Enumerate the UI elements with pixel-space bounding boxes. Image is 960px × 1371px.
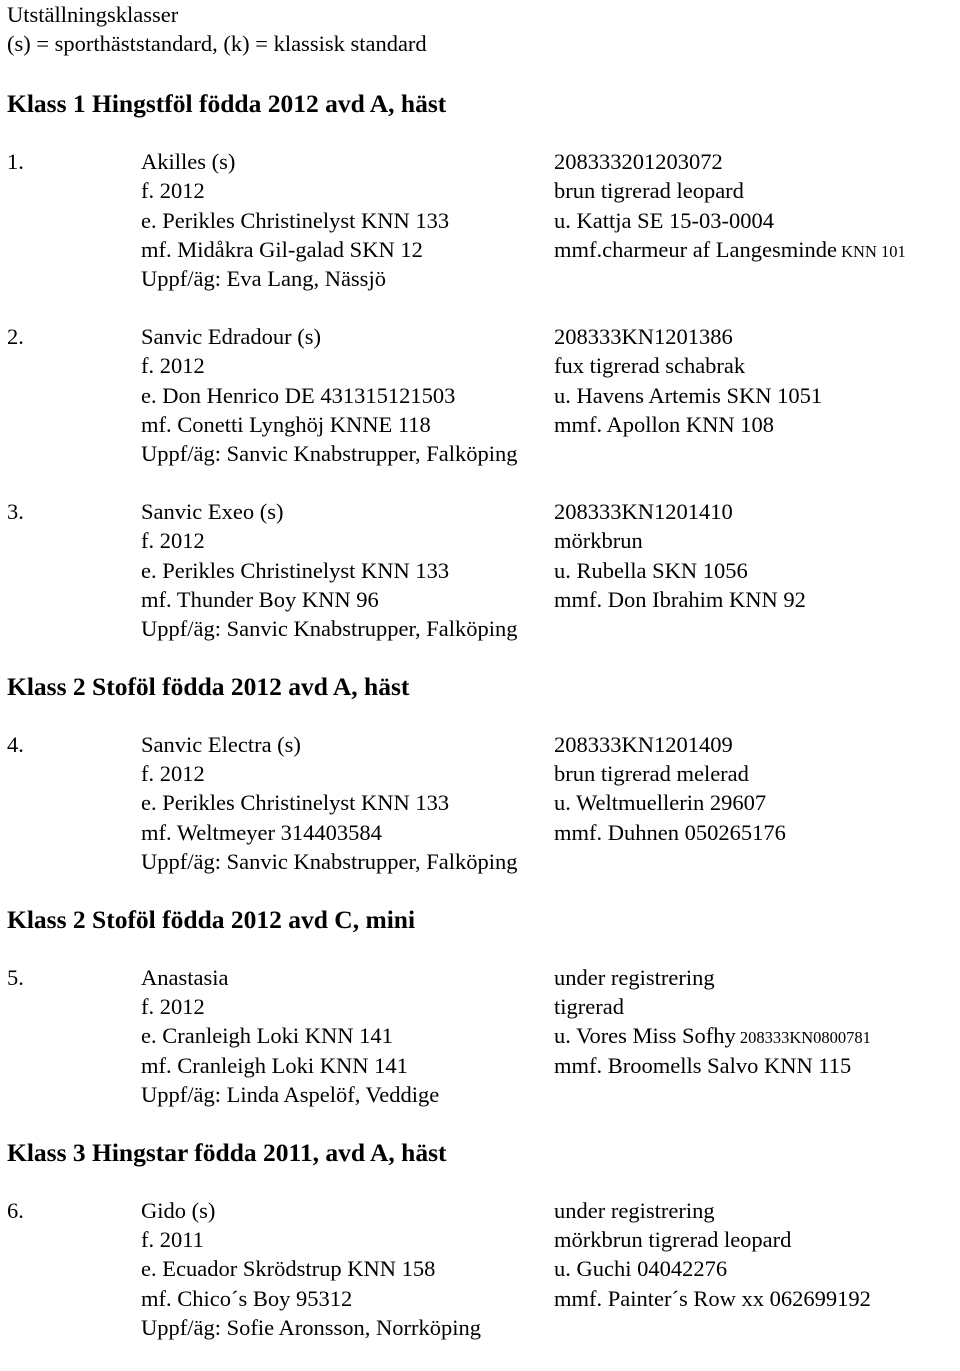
sire: e. Cranleigh Loki KNN 141 <box>141 1023 393 1049</box>
sire: e. Perikles Christinelyst KNN 133 <box>141 557 450 583</box>
registration-number: 208333KN1201410 <box>554 498 733 524</box>
dam-sire: mf. Thunder Boy KNN 96 <box>141 586 379 612</box>
entry-row <box>7 1254 957 1283</box>
sire: e. Ecuador Skrödstrup KNN 158 <box>141 1256 436 1282</box>
class-heading: Klass 3 Hingstar födda 2011, avd A, häst <box>7 1137 447 1167</box>
horse-entry <box>7 497 957 644</box>
sire: e. Perikles Christinelyst KNN 133 <box>141 207 450 233</box>
entry-row <box>7 963 957 992</box>
entry-row <box>7 381 957 410</box>
entry-number: 6. <box>7 1197 24 1223</box>
document-title: Utställningsklasser <box>7 2 179 27</box>
dam-sire: mf. Conetti Lynghöj KNNE 118 <box>141 411 431 437</box>
entry-row <box>7 556 957 585</box>
entry-number: 1. <box>7 148 24 174</box>
entry-row <box>7 439 957 468</box>
birth-year: f. 2012 <box>141 528 205 554</box>
entry-row <box>7 730 957 759</box>
entry-number: 3. <box>7 498 24 524</box>
horse-entry <box>7 147 957 294</box>
entry-row <box>7 1225 957 1254</box>
dam-dam-sire: mmf.charmeur af Langesminde <box>554 236 838 262</box>
registration-number: 208333KN1201386 <box>554 323 733 349</box>
horse-entry <box>7 730 957 877</box>
coat-color: tigrerad <box>554 994 624 1020</box>
breeder-owner: Uppf/äg: Sanvic Knabstrupper, Falköping <box>141 616 518 642</box>
entry-row <box>7 1284 957 1313</box>
entry-row <box>7 847 957 876</box>
document <box>7 0 957 1371</box>
entry-row <box>7 147 957 176</box>
breeder-owner: Uppf/äg: Sanvic Knabstrupper, Falköping <box>141 441 518 467</box>
entry-row <box>7 264 957 293</box>
dam-sire: mf. Midåkra Gil-galad SKN 12 <box>141 236 423 262</box>
coat-color: mörkbrun <box>554 528 643 554</box>
entry-row <box>7 1051 957 1080</box>
sire: e. Perikles Christinelyst KNN 133 <box>141 790 450 816</box>
entry-row <box>7 176 957 205</box>
birth-year: f. 2012 <box>141 353 205 379</box>
entry-row <box>7 206 957 235</box>
horse-entry <box>7 322 957 469</box>
dam-dam-sire: mmf. Apollon KNN 108 <box>554 411 775 437</box>
horse-name: Akilles (s) <box>141 148 236 174</box>
class-list <box>7 89 957 1371</box>
entry-row <box>7 1080 957 1109</box>
dam-sire: mf. Weltmeyer 314403584 <box>141 819 382 845</box>
dam-small: 208333KN0800781 <box>735 1028 871 1048</box>
entry-row <box>7 322 957 351</box>
registration-number: under registrering <box>554 1197 715 1223</box>
birth-year: f. 2012 <box>141 994 205 1020</box>
dam: u. Kattja SE 15-03-0004 <box>554 207 774 233</box>
entry-row <box>7 351 957 380</box>
entry-number: 4. <box>7 731 24 757</box>
entry-row <box>7 526 957 555</box>
dam: u. Weltmuellerin 29607 <box>554 790 767 816</box>
entry-row <box>7 759 957 788</box>
entry-row <box>7 497 957 526</box>
entry-row <box>7 585 957 614</box>
horse-name: Sanvic Electra (s) <box>141 731 301 757</box>
registration-number: 208333201203072 <box>554 148 723 174</box>
coat-color: brun tigrerad leopard <box>554 178 744 204</box>
class-heading: Klass 2 Stoföl födda 2012 avd A, häst <box>7 671 410 701</box>
breeder-owner: Uppf/äg: Sanvic Knabstrupper, Falköping <box>141 849 518 875</box>
horse-name: Sanvic Edradour (s) <box>141 323 321 349</box>
entry-row <box>7 1021 957 1050</box>
registration-number: 208333KN1201409 <box>554 731 733 757</box>
entry-number: 2. <box>7 323 24 349</box>
horse-name: Gido (s) <box>141 1197 216 1223</box>
dam-sire: mf. Chico´s Boy 95312 <box>141 1285 353 1311</box>
entry-row <box>7 1196 957 1225</box>
dam-dam-sire: mmf. Don Ibrahim KNN 92 <box>554 586 806 612</box>
class-heading: Klass 1 Hingstföl födda 2012 avd A, häst <box>7 88 447 118</box>
horse-entry <box>7 1196 957 1343</box>
dam-dam-sire: mmf. Broomells Salvo KNN 115 <box>554 1052 852 1078</box>
dam-dam-sire: mmf. Duhnen 050265176 <box>554 819 786 845</box>
coat-color: mörkbrun tigrerad leopard <box>554 1226 792 1252</box>
dam: u. Vores Miss Sofhy <box>554 1023 736 1049</box>
dam-dam-sire-small: KNN 101 <box>837 241 906 261</box>
entry-row <box>7 818 957 847</box>
dam: u. Havens Artemis SKN 1051 <box>554 382 823 408</box>
entry-row <box>7 410 957 439</box>
horse-name: Anastasia <box>141 964 229 990</box>
document-subtitle: (s) = sporthäststandard, (k) = klassisk standard <box>7 31 427 57</box>
dam: u. Guchi 04042276 <box>554 1256 728 1282</box>
entry-row <box>7 1313 957 1342</box>
coat-color: fux tigrerad schabrak <box>554 353 746 379</box>
horse-name: Sanvic Exeo (s) <box>141 498 284 524</box>
entry-row <box>7 788 957 817</box>
birth-year: f. 2011 <box>141 1226 204 1252</box>
coat-color: brun tigrerad melerad <box>554 761 749 787</box>
registration-number: under registrering <box>554 964 715 990</box>
breeder-owner: Uppf/äg: Linda Aspelöf, Veddige <box>141 1082 440 1108</box>
entry-row <box>7 614 957 643</box>
entry-row <box>7 992 957 1021</box>
horse-entry <box>7 963 957 1110</box>
breeder-owner: Uppf/äg: Eva Lang, Nässjö <box>141 266 386 292</box>
breeder-owner: Uppf/äg: Sofie Aronsson, Norrköping <box>141 1315 481 1341</box>
birth-year: f. 2012 <box>141 761 205 787</box>
sire: e. Don Henrico DE 431315121503 <box>141 382 456 408</box>
dam-dam-sire: mmf. Painter´s Row xx 062699192 <box>554 1285 871 1311</box>
dam-sire: mf. Cranleigh Loki KNN 141 <box>141 1052 408 1078</box>
birth-year: f. 2012 <box>141 178 205 204</box>
entry-row <box>7 235 957 264</box>
dam: u. Rubella SKN 1056 <box>554 557 748 583</box>
entry-number: 5. <box>7 964 24 990</box>
class-heading: Klass 2 Stoföl födda 2012 avd C, mini <box>7 904 416 934</box>
